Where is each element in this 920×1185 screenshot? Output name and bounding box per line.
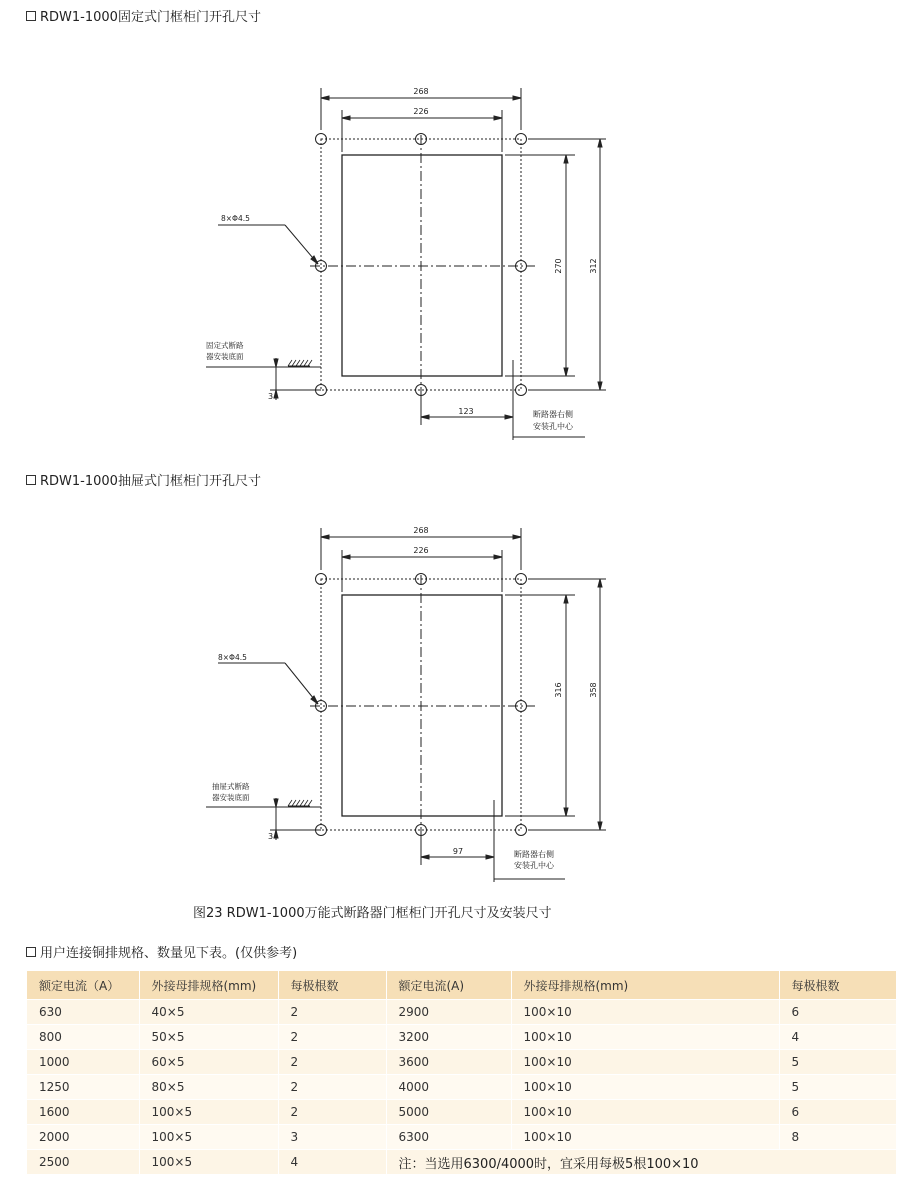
table-note: 注：当选用6300/4000时，宜采用每极5根100×10 bbox=[386, 1150, 896, 1175]
table-cell: 50×5 bbox=[139, 1025, 278, 1050]
table-cell: 2 bbox=[278, 1025, 386, 1050]
dim-offset: 123 bbox=[458, 407, 474, 416]
dim-outer-height: 312 bbox=[589, 258, 598, 274]
table-row bbox=[27, 1000, 896, 1025]
table-cell: 2 bbox=[278, 1000, 386, 1025]
table-cell: 2000 bbox=[27, 1125, 139, 1150]
table-cell: 2900 bbox=[386, 1000, 511, 1025]
section-title-busbar-text: 用户连接铜排规格、数量见下表。(仅供参考) bbox=[40, 946, 298, 961]
table-cell: 630 bbox=[27, 1000, 139, 1025]
base-label-line2: 器安装底面 bbox=[206, 352, 244, 361]
section-title-fixed-text: RDW1-1000固定式门框柜门开孔尺寸 bbox=[40, 10, 261, 25]
table-cell: 100×10 bbox=[511, 1100, 779, 1125]
checkbox-square-icon bbox=[26, 947, 36, 957]
hole-label: 8×Φ4.5 bbox=[221, 214, 250, 223]
table-cell: 100×10 bbox=[511, 1025, 779, 1050]
dim-offset: 97 bbox=[452, 847, 464, 856]
dim-inner-width: 226 bbox=[413, 107, 429, 116]
table-row bbox=[27, 1125, 896, 1150]
table-cell: 2 bbox=[278, 1100, 386, 1125]
table-cell: 800 bbox=[27, 1025, 139, 1050]
section-title-drawout bbox=[26, 470, 261, 489]
table-cell: 2500 bbox=[27, 1150, 139, 1175]
table-row bbox=[27, 1050, 896, 1075]
table-cell: 2 bbox=[278, 1050, 386, 1075]
right-label-line1: 断路器右侧 bbox=[514, 850, 554, 859]
table-cell: 6300 bbox=[386, 1125, 511, 1150]
base-label-line1: 抽屉式断路 bbox=[212, 782, 250, 791]
section-title-busbar bbox=[26, 942, 297, 961]
header-rated-current-2: 额定电流(A) bbox=[386, 971, 511, 1000]
table-cell: 4000 bbox=[386, 1075, 511, 1100]
section-title-drawout-text: RDW1-1000抽屉式门框柜门开孔尺寸 bbox=[40, 474, 261, 489]
table-cell: 100×5 bbox=[139, 1125, 278, 1150]
table-cell: 8 bbox=[779, 1125, 896, 1150]
table-row bbox=[27, 1075, 896, 1100]
table-cell: 100×5 bbox=[139, 1100, 278, 1125]
dim-inner-width: 226 bbox=[413, 546, 429, 555]
table-cell: 100×10 bbox=[511, 1125, 779, 1150]
dim-gap: 3 bbox=[268, 392, 274, 401]
fixed-cutout-drawing bbox=[0, 80, 920, 440]
base-label-line2: 器安装底面 bbox=[212, 793, 250, 802]
right-label-line1: 断路器右侧 bbox=[533, 410, 573, 419]
table-cell: 1000 bbox=[27, 1050, 139, 1075]
table-cell: 1250 bbox=[27, 1075, 139, 1100]
table-cell: 2 bbox=[278, 1075, 386, 1100]
right-label-line2: 安装孔中心 bbox=[533, 422, 573, 431]
table-cell: 80×5 bbox=[139, 1075, 278, 1100]
right-label-line2: 安装孔中心 bbox=[514, 861, 554, 870]
table-cell: 100×10 bbox=[511, 1075, 779, 1100]
checkbox-square-icon bbox=[26, 475, 36, 485]
table-cell: 6 bbox=[779, 1000, 896, 1025]
dim-outer-width: 268 bbox=[413, 87, 429, 96]
table-cell: 3 bbox=[278, 1125, 386, 1150]
base-label-line1: 固定式断路 bbox=[206, 341, 244, 350]
table-cell: 40×5 bbox=[139, 1000, 278, 1025]
hole-label: 8×Φ4.5 bbox=[218, 653, 247, 662]
table-cell: 100×10 bbox=[511, 1050, 779, 1075]
section-title-fixed bbox=[26, 6, 261, 25]
dim-outer-height: 358 bbox=[589, 682, 598, 698]
table-cell: 4 bbox=[779, 1025, 896, 1050]
header-rated-current: 额定电流（A） bbox=[27, 971, 139, 1000]
header-busbar-spec-2: 外接母排规格(mm) bbox=[511, 971, 779, 1000]
table-row bbox=[27, 1100, 896, 1125]
header-bars-per-pole-2: 每极根数 bbox=[779, 971, 896, 1000]
dim-inner-height: 316 bbox=[554, 682, 563, 698]
busbar-spec-table bbox=[27, 971, 897, 1174]
drawout-cutout-drawing bbox=[0, 520, 920, 885]
table-row bbox=[27, 1150, 896, 1175]
header-busbar-spec: 外接母排规格(mm) bbox=[139, 971, 278, 1000]
table-row bbox=[27, 1025, 896, 1050]
table-cell: 1600 bbox=[27, 1100, 139, 1125]
table-cell: 5 bbox=[779, 1075, 896, 1100]
table-cell: 6 bbox=[779, 1100, 896, 1125]
table-header-row bbox=[27, 971, 896, 1000]
table-cell: 100×5 bbox=[139, 1150, 278, 1175]
dim-outer-width: 268 bbox=[413, 526, 429, 535]
header-bars-per-pole: 每极根数 bbox=[278, 971, 386, 1000]
figure-caption: 图23 RDW1-1000万能式断路器门框柜门开孔尺寸及安装尺寸 bbox=[193, 906, 552, 921]
checkbox-square-icon bbox=[26, 11, 36, 21]
dim-inner-height: 270 bbox=[554, 258, 563, 274]
table-cell: 100×10 bbox=[511, 1000, 779, 1025]
table-cell: 3200 bbox=[386, 1025, 511, 1050]
table-cell: 3600 bbox=[386, 1050, 511, 1075]
table-cell: 60×5 bbox=[139, 1050, 278, 1075]
dim-gap: 3 bbox=[268, 832, 274, 841]
table-cell: 4 bbox=[278, 1150, 386, 1175]
table-cell: 5 bbox=[779, 1050, 896, 1075]
table-cell: 5000 bbox=[386, 1100, 511, 1125]
